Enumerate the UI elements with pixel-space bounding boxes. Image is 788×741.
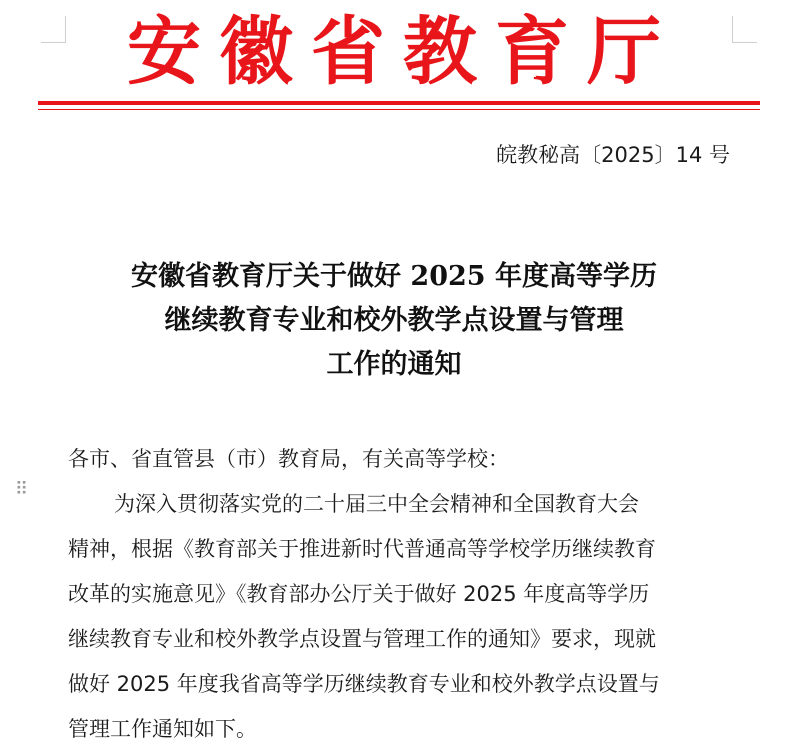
document-title-line: 安徽省教育厅关于做好 2025 年度高等学历 xyxy=(131,261,657,292)
paragraph-line: 精神，根据《教育部关于推进新时代普通高等学校学历继续教育 xyxy=(68,537,656,561)
paragraph-line: 管理工作通知如下。 xyxy=(68,717,257,741)
document-title xyxy=(0,255,788,387)
paragraph-line: 改革的实施意见》《教育部办公厅关于做好 2025 年度高等学历 xyxy=(68,582,650,606)
header-red-rule-thick xyxy=(38,101,760,105)
drag-handle-icon[interactable]: ⠿ xyxy=(15,479,27,500)
agency-header-title: 安徽省教育厅 xyxy=(127,9,679,95)
document-number: 皖教秘高〔2025〕14 号 xyxy=(496,143,730,167)
salutation: 各市、省直管县（市）教育局，有关高等学校： xyxy=(68,447,509,471)
document-title-line: 继续教育专业和校外教学点设置与管理 xyxy=(164,305,624,336)
header-red-rule-thin xyxy=(38,109,760,110)
paragraph-line: 做好 2025 年度我省高等学历继续教育专业和校外教学点设置与 xyxy=(68,672,660,696)
paragraph-line: 为深入贯彻落实党的二十届三中全会精神和全国教育大会 xyxy=(114,492,639,516)
document-body[interactable] xyxy=(68,437,738,741)
document-title-line: 工作的通知 xyxy=(326,349,462,380)
paragraph-line: 继续教育专业和校外教学点设置与管理工作的通知》要求，现就 xyxy=(68,627,656,651)
